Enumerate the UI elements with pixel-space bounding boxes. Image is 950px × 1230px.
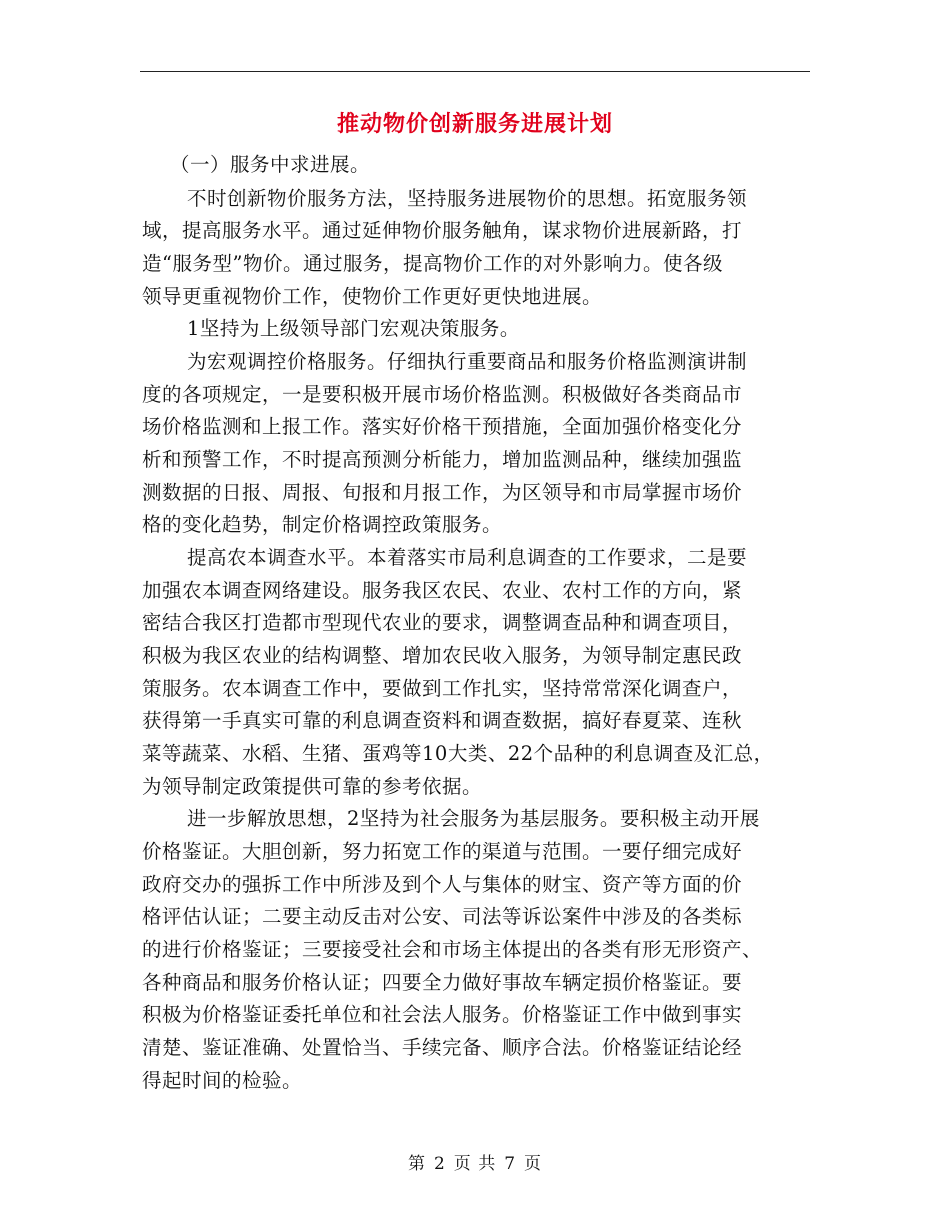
subheading-line: 1坚持为上级领导部门宏观决策服务。 <box>187 317 520 340</box>
paragraph-line: 不时创新物价服务方法，坚持服务进展物价的思想。拓宽服务领 <box>187 187 748 210</box>
paragraph-line: 获得第一手真实可靠的利息调查资料和调查数据，搞好春夏菜、连秋 <box>142 709 743 732</box>
paragraph-line: 领导更重视物价工作，使物价工作更好更快地进展。 <box>142 285 603 308</box>
paragraph-line: 测数据的日报、周报、旬报和月报工作，为区领导和市局掌握市场价 <box>142 481 743 504</box>
footer-suffix: 页 <box>524 1154 543 1174</box>
paragraph-line: 场价格监测和上报工作。落实好价格干预措施，全面加强价格变化分 <box>142 415 743 438</box>
paragraph-line: 价格鉴证。大胆创新，努力拓宽工作的渠道与范围。一要仔细完成好 <box>142 840 743 863</box>
header-rule <box>140 71 810 72</box>
paragraph-line: 积极为价格鉴证委托单位和社会法人服务。价格鉴证工作中做到事实 <box>142 1003 743 1026</box>
paragraph-line: 格的变化趋势，制定价格调控政策服务。 <box>142 513 503 536</box>
section-heading: （一）服务中求进展。 <box>170 153 371 176</box>
paragraph-line: 提高农本调查水平。本着落实市局利息调查的工作要求，二是要 <box>187 546 748 569</box>
paragraph-line: 的进行价格鉴证；三要接受社会和市场主体提出的各类有形无形资产、 <box>142 938 763 961</box>
footer-mid: 页 共 <box>453 1154 497 1174</box>
paragraph-line: 度的各项规定，一是要积极开展市场价格监测。积极做好各类商品市 <box>142 383 743 406</box>
paragraph-line: 密结合我区打造都市型现代农业的要求，调整调查品种和调查项目， <box>142 611 743 634</box>
paragraph-line: 加强农本调查网络建设。服务我区农民、农业、农村工作的方向，紧 <box>142 579 743 602</box>
paragraph-line: 析和预警工作，不时提高预测分析能力，增加监测品种，继续加强监 <box>142 448 743 471</box>
document-title: 推动物价创新服务进展计划 <box>336 112 613 137</box>
paragraph-line: 造“服务型”物价。通过服务，提高物价工作的对外影响力。使各级 <box>142 252 723 275</box>
footer-prefix: 第 <box>407 1154 426 1174</box>
paragraph-line: 菜等蔬菜、水稻、生猪、蛋鸡等10大类、22个品种的利息调查及汇总， <box>142 742 774 765</box>
footer-page-number: 2 <box>433 1154 446 1174</box>
paragraph-line: 为领导制定政策提供可靠的参考依据。 <box>142 775 483 798</box>
paragraph-line: 得起时间的检验。 <box>142 1069 303 1092</box>
paragraph-line: 进一步解放思想，2坚持为社会服务为基层服务。要积极主动开展 <box>187 807 760 830</box>
paragraph-line: 政府交办的强拆工作中所涉及到个人与集体的财宝、资产等方面的价 <box>142 873 743 896</box>
paragraph-line: 格评估认证；二要主动反击对公安、司法等诉讼案件中涉及的各类标 <box>142 905 743 928</box>
paragraph-line: 积极为我区农业的结构调整、增加农民收入服务，为领导制定惠民政 <box>142 644 743 667</box>
paragraph-line: 各种商品和服务价格认证；四要全力做好事故车辆定损价格鉴证。要 <box>142 971 743 994</box>
paragraph-line: 域，提高服务水平。通过延伸物价服务触角，谋求物价进展新路，打 <box>142 219 743 242</box>
paragraph-line: 清楚、鉴证准确、处置恰当、手续完备、顺序合法。价格鉴证结论经 <box>142 1036 743 1059</box>
paragraph-line: 为宏观调控价格服务。仔细执行重要商品和服务价格监测演讲制 <box>187 350 748 373</box>
page-footer <box>0 1152 950 1176</box>
footer-total-pages: 7 <box>504 1154 517 1174</box>
paragraph-line: 策服务。农本调查工作中，要做到工作扎实，坚持常常深化调查户， <box>142 677 743 700</box>
